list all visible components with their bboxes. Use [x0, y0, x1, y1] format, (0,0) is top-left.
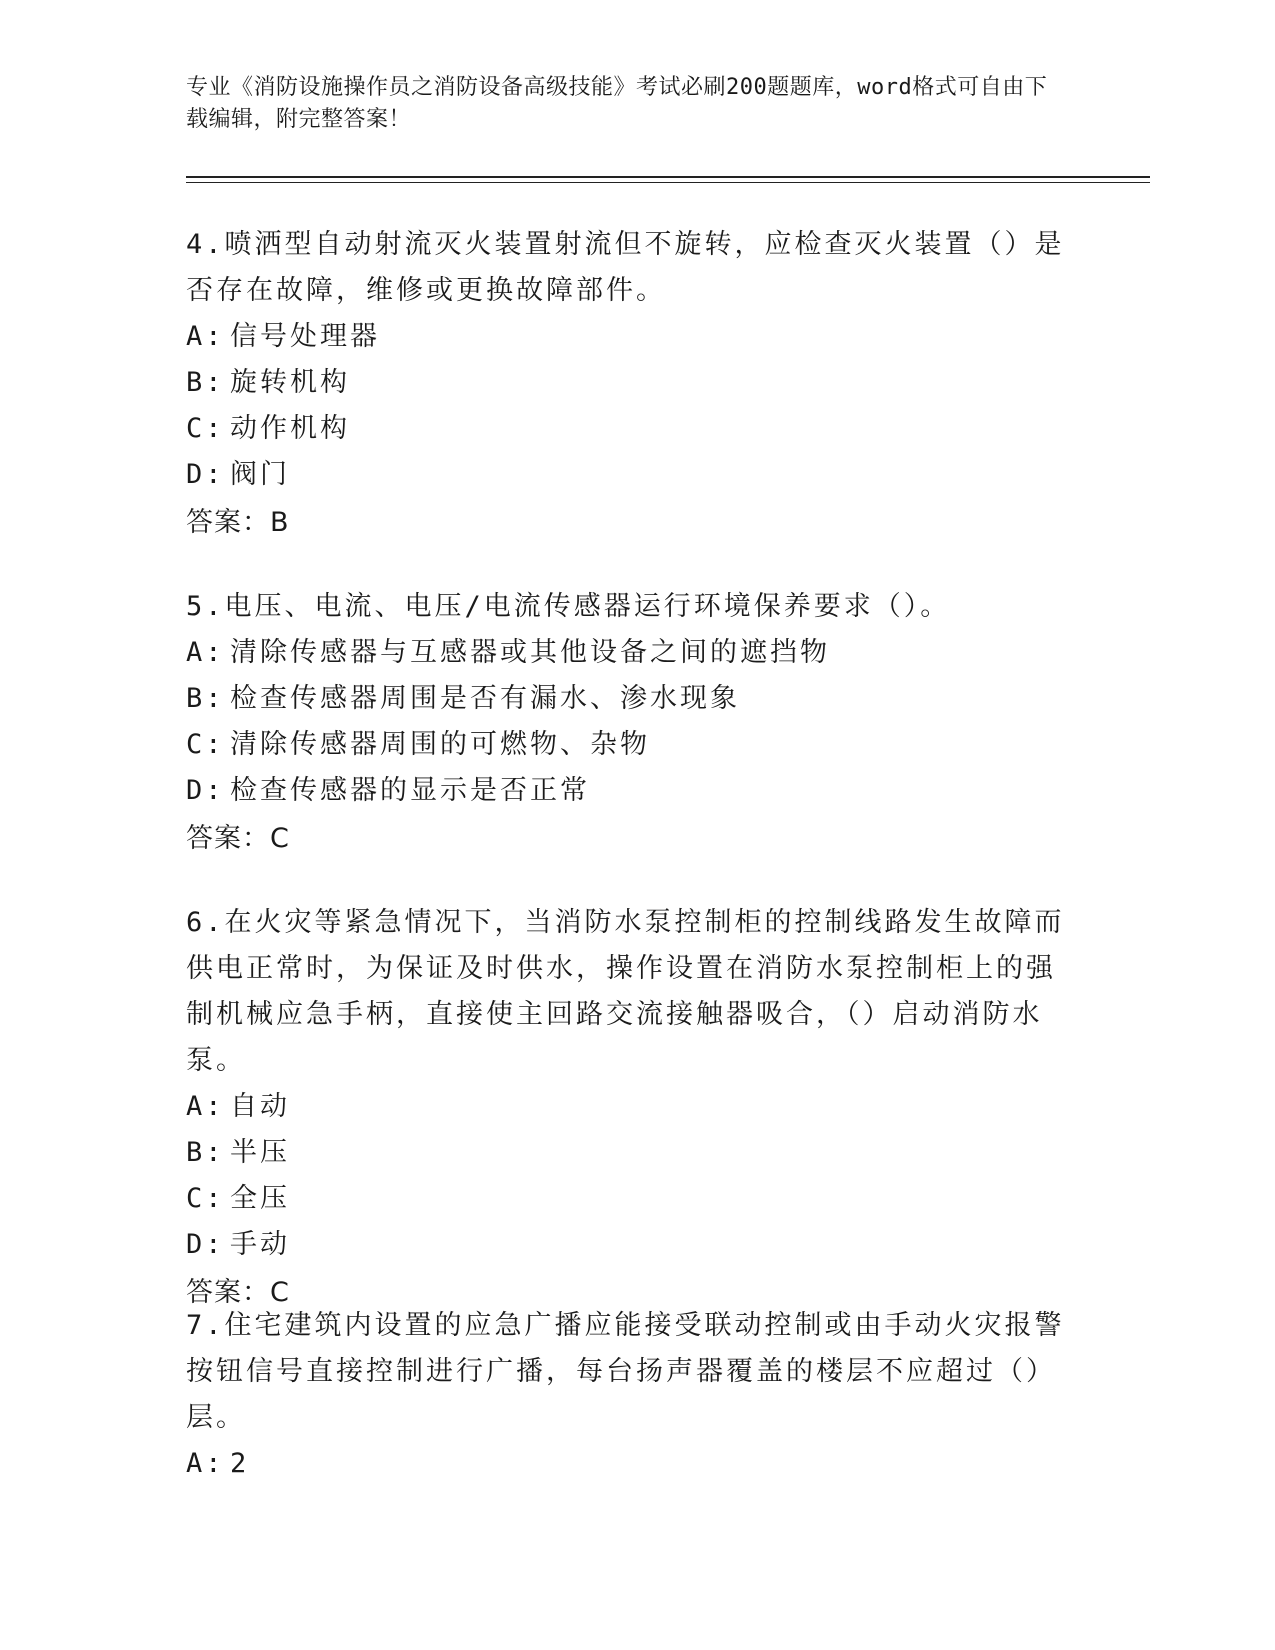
answer-line: 答案：B — [186, 507, 290, 538]
option-b — [186, 360, 1066, 406]
option-key: A: — [186, 1448, 225, 1479]
option-text: 半压 — [230, 1137, 290, 1168]
option-a — [186, 1084, 1066, 1130]
answer-line: 答案：C — [186, 823, 290, 854]
option-key: C: — [186, 413, 225, 444]
question-5 — [186, 584, 1066, 862]
option-b — [186, 1130, 1066, 1176]
option-d — [186, 452, 1066, 498]
option-key: C: — [186, 1183, 225, 1214]
document-header: 专业《消防设施操作员之消防设备高级技能》考试必刷200题题库，word格式可自由下载编辑，附完整答案！ — [186, 75, 1048, 132]
option-text: 阀门 — [230, 459, 290, 490]
option-key: A: — [186, 1091, 225, 1122]
option-key: B: — [186, 367, 225, 398]
question-7 — [186, 1303, 1066, 1487]
option-a — [186, 1441, 1066, 1487]
answer-line: 答案：C — [186, 1277, 290, 1308]
option-text: 检查传感器周围是否有漏水、渗水现象 — [230, 683, 740, 714]
option-c — [186, 1176, 1066, 1222]
option-text: 清除传感器周围的可燃物、杂物 — [230, 729, 650, 760]
option-key: A: — [186, 637, 225, 668]
option-text: 信号处理器 — [230, 321, 380, 352]
option-d — [186, 768, 1066, 814]
option-b — [186, 676, 1066, 722]
header-divider-thin — [186, 182, 1150, 183]
question-stem: 4.喷洒型自动射流灭火装置射流但不旋转，应检查灭火装置（）是否存在故障，维修或更换故障部件。 — [186, 229, 1065, 306]
option-key: D: — [186, 459, 225, 490]
option-text: 检查传感器的显示是否正常 — [230, 775, 590, 806]
option-text: 清除传感器与互感器或其他设备之间的遮挡物 — [230, 637, 830, 668]
option-text: 2 — [230, 1448, 250, 1479]
option-c — [186, 722, 1066, 768]
question-stem: 5.电压、电流、电压/电流传感器运行环境保养要求（）。 — [186, 591, 951, 622]
option-key: D: — [186, 1229, 225, 1260]
option-text: 旋转机构 — [230, 367, 350, 398]
option-a — [186, 630, 1066, 676]
option-c — [186, 406, 1066, 452]
option-key: B: — [186, 683, 225, 714]
option-text: 手动 — [230, 1229, 290, 1260]
option-text: 动作机构 — [230, 413, 350, 444]
option-text: 全压 — [230, 1183, 290, 1214]
question-stem: 7.住宅建筑内设置的应急广播应能接受联动控制或由手动火灾报警按钮信号直接控制进行广播，每台扬声器覆盖的楼层不应超过（）层。 — [186, 1310, 1065, 1433]
option-a — [186, 314, 1066, 360]
option-text: 自动 — [230, 1091, 290, 1122]
question-4 — [186, 222, 1066, 546]
option-key: C: — [186, 729, 225, 760]
header-divider-thick — [186, 176, 1150, 178]
option-key: A: — [186, 321, 225, 352]
question-stem: 6.在火灾等紧急情况下，当消防水泵控制柜的控制线路发生故障而供电正常时，为保证及时供水，操作设置在消防水泵控制柜上的强制机械应急手柄，直接使主回路交流接触器吸合，（）启动消防水泵。 — [186, 907, 1065, 1076]
option-d — [186, 1222, 1066, 1268]
option-key: B: — [186, 1137, 225, 1168]
option-key: D: — [186, 775, 225, 806]
question-6 — [186, 900, 1066, 1316]
